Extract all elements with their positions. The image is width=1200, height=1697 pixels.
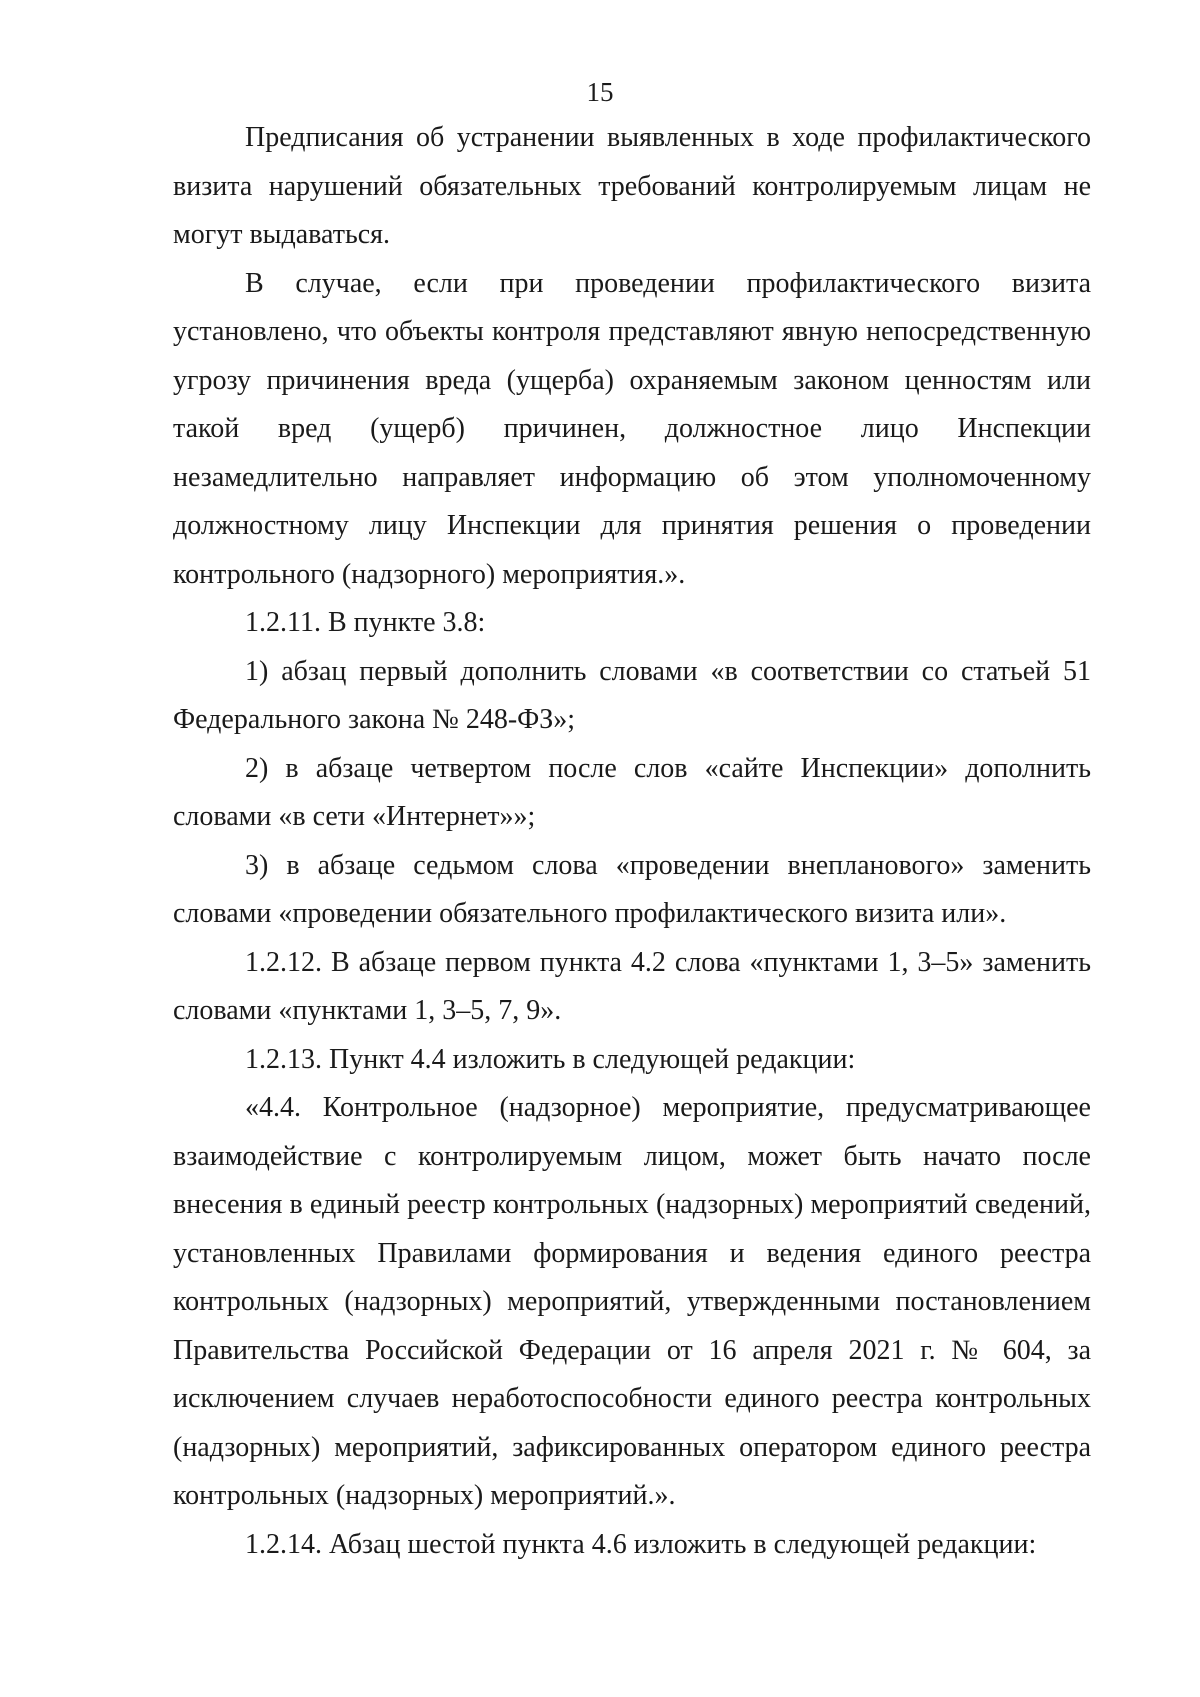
paragraph-1-2-12: 1.2.12. В абзаце первом пункта 4.2 слова «пунктами 1, 3–5» заменить словами «пунктами 1, 3–5, 7, 9». xyxy=(173,946,1091,1026)
paragraph-item-2: 2) в абзаце четвертом после слов «сайте Инспекции» дополнить словами «в сети «Интернет»»; xyxy=(173,752,1091,832)
paragraph-item-1: 1) абзац первый дополнить словами «в соответствии со статьей 51 Федерального закона № 248-ФЗ»; xyxy=(173,655,1091,735)
paragraph-1-2-14: 1.2.14. Абзац шестой пункта 4.6 изложить в следующей редакции: xyxy=(245,1528,1037,1560)
paragraph-prescriptions: Предписания об устранении выявленных в ходе профилактического визита нарушений обязательных требований контролируемым лицам не могут выдаваться. xyxy=(173,122,1091,250)
paragraph-threat-case: В случае, если при проведении профилактического визита установлено, что объекты контроля представляют явную непосредственную угрозу причинения вреда (ущерба) охраняемым законом ценностям или такой вред (ущерб) причинен, должностное лицо Инспекции незамедлительно направляет информацию об этом уполномоченному должностному лицу Инспекции для принятия решения о проведении контрольного (надзорного) мероприятия.». xyxy=(173,267,1091,590)
paragraph-1-2-13: 1.2.13. Пункт 4.4 изложить в следующей редакции: xyxy=(245,1043,856,1075)
page-number: 15 xyxy=(586,77,614,107)
paragraph-1-2-11: 1.2.11. В пункте 3.8: xyxy=(245,607,486,638)
paragraph-item-3: 3) в абзаце седьмом слова «проведении внепланового» заменить словами «проведении обязательного профилактического визита или». xyxy=(173,849,1091,929)
document-body xyxy=(173,114,1091,1569)
paragraph-4-4: «4.4. Контрольное (надзорное) мероприятие, предусматривающее взаимодействие с контролируемым лицом, может быть начато после внесения в единый реестр контрольных (надзорных) мероприятий сведений, установленных Правилами формирования и ведения единого реестра контрольных (надзорных) мероприятий, утвержденными постановлением Правительства Российской Федерации от 16 апреля 2021 г. № 604, за исключением случаев неработоспособности единого реестра контрольных (надзорных) мероприятий, зафиксированных оператором единого реестра контрольных (надзорных) мероприятий.». xyxy=(173,1092,1091,1511)
